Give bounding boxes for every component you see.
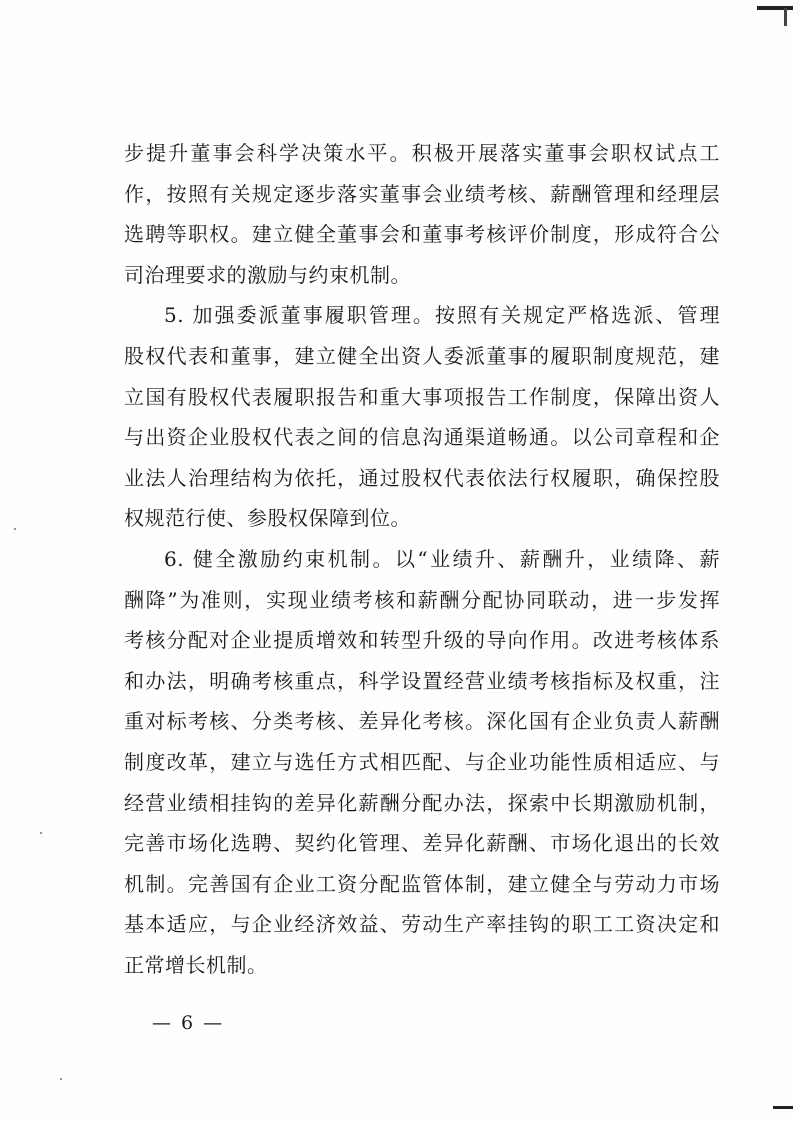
- body-text: [124, 133, 720, 985]
- text-line: 步提升董事会科学决策水平。积极开展落实董事会职权试点工: [124, 141, 720, 165]
- text-line: 股权代表和董事，建立健全出资人委派董事的履职制度规范，建: [124, 343, 720, 368]
- text-line: 作，按照有关规定逐步落实董事会业绩考核、薪酬管理和经理层: [124, 181, 720, 206]
- text-line: 重对标考核、分类考核、差异化考核。深化国有企业负责人薪酬: [124, 709, 720, 734]
- scan-speck: [14, 528, 16, 530]
- text-line: 基本适应，与企业经济效益、劳动生产率挂钩的职工工资决定和: [124, 912, 720, 937]
- text-line: 考核分配对企业提质增效和转型升级的导向作用。改进考核体系: [124, 628, 720, 653]
- text-line: 正常增长机制。: [124, 952, 268, 977]
- scan-corner-mark-vertical: [784, 8, 787, 26]
- scan-edge-mark: [773, 1106, 793, 1109]
- text-line: 5. 加强委派董事履职管理。按照有关规定严格选派、管理: [164, 303, 720, 328]
- text-line: 经营业绩相挂钩的差异化薪酬分配办法，探索中长期激励机制，: [124, 790, 720, 815]
- text-line: 司治理要求的激励与约束机制。: [124, 262, 411, 287]
- text-line: 机制。完善国有企业工资分配监管体制，建立健全与劳动力市场: [124, 871, 720, 896]
- scan-speck: [60, 1078, 62, 1080]
- scan-speck: [40, 832, 42, 834]
- text-line: 6. 健全激励约束机制。以“业绩升、薪酬升，业绩降、薪: [164, 546, 720, 571]
- text-line: 业法人治理结构为依托，通过股权代表依法行权履职，确保控股: [124, 465, 720, 490]
- text-line: 权规范行使、参股权保障到位。: [124, 506, 411, 531]
- text-line: 制度改革，建立与选任方式相匹配、与企业功能性质相适应、与: [124, 749, 720, 774]
- text-line: 立国有股权代表履职报告和重大事项报告工作制度，保障出资人: [124, 384, 720, 409]
- page-number: — 6 —: [152, 1012, 225, 1034]
- text-line: 和办法，明确考核重点，科学设置经营业绩考核指标及权重，注: [124, 668, 720, 693]
- text-line: 酬降”为准则，实现业绩考核和薪酬分配协同联动，进一步发挥: [124, 587, 720, 612]
- text-line: 与出资企业股权代表之间的信息沟通渠道畅通。以公司章程和企: [124, 425, 720, 450]
- text-line: 选聘等职权。建立健全董事会和董事考核评价制度，形成符合公: [124, 222, 720, 247]
- scan-corner-mark: [757, 6, 793, 20]
- text-line: 完善市场化选聘、契约化管理、差异化薪酬、市场化退出的长效: [124, 831, 720, 856]
